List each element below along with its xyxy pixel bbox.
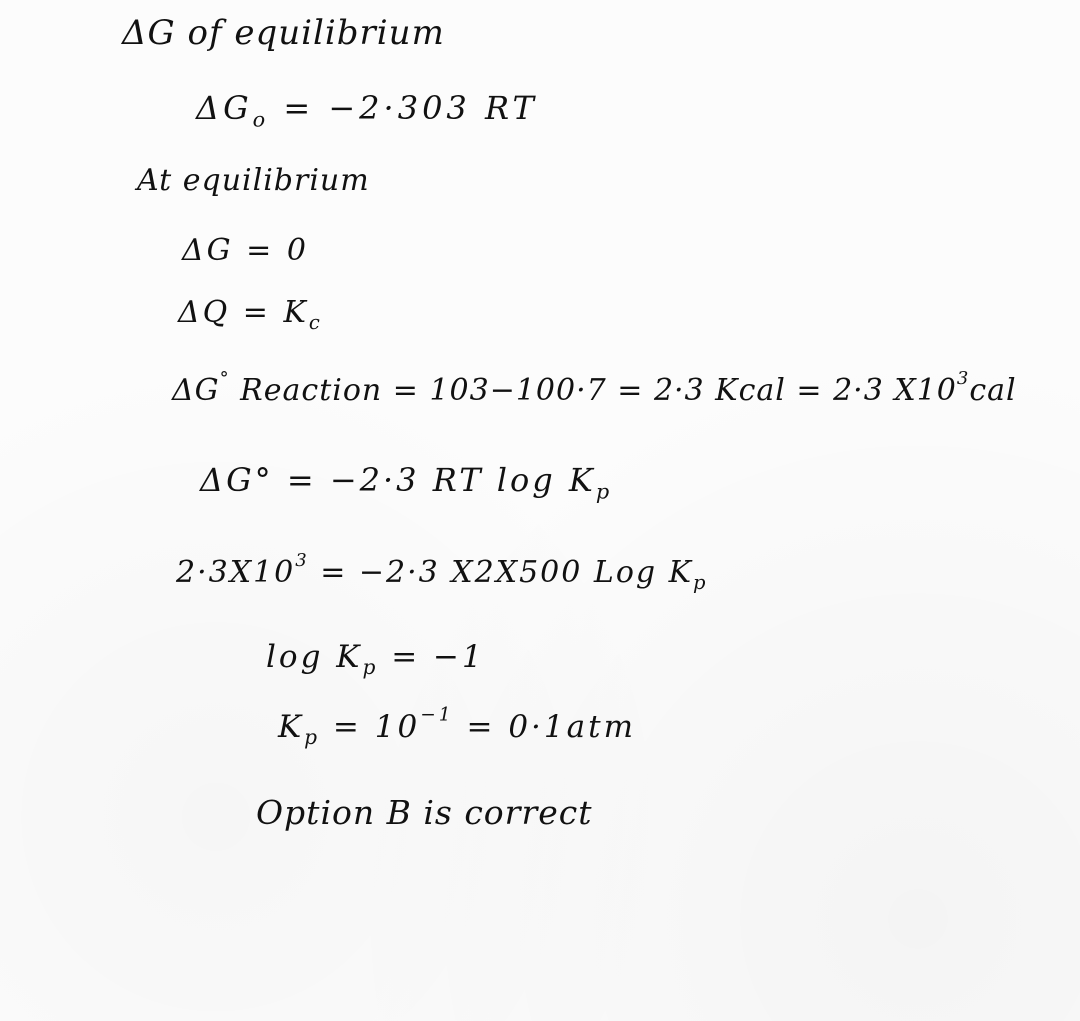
eq8-middle: = 10 bbox=[320, 709, 421, 745]
eq3-subscript: c bbox=[308, 310, 323, 334]
at-equilibrium-text: At equilibrium bbox=[137, 163, 370, 198]
eq5-subscript: p bbox=[595, 479, 613, 504]
equation-substitution bbox=[176, 549, 708, 594]
eq6-left: 2·3X10 bbox=[176, 555, 296, 590]
eq4-exponent: 3 bbox=[956, 367, 970, 389]
eq4-unit: cal bbox=[969, 373, 1017, 408]
eq8-lhs: K bbox=[278, 709, 305, 745]
eq2-text: ΔG = 0 bbox=[182, 233, 309, 268]
eq8-subscript: p bbox=[304, 725, 321, 750]
equation-delta-g-equals-zero bbox=[182, 233, 309, 268]
eq6-subscript: p bbox=[693, 570, 708, 594]
eq7-lhs: log K bbox=[266, 639, 363, 675]
conclusion-text: Option B is correct bbox=[256, 793, 593, 832]
eq3-lhs: ΔQ = K bbox=[178, 295, 309, 330]
eq6-right: = −2·3 X2X500 Log K bbox=[308, 555, 694, 590]
eq8-exponent: −1 bbox=[420, 704, 454, 726]
equation-log-kp bbox=[266, 639, 485, 680]
eq1-rhs: = −2·303 RT bbox=[269, 89, 538, 127]
equation-delta-g-reaction bbox=[172, 367, 1017, 408]
heading-text: ΔG of equilibrium bbox=[122, 13, 445, 53]
eq6-exponent: 3 bbox=[295, 549, 309, 571]
equation-delta-g-log-kp bbox=[200, 461, 613, 504]
at-equilibrium-label bbox=[137, 163, 370, 198]
equation-q-equals-kc bbox=[178, 295, 323, 334]
heading-delta-g-equilibrium bbox=[122, 13, 445, 53]
eq7-rhs: = −1 bbox=[378, 639, 485, 675]
equation-delta-g-zero bbox=[196, 89, 538, 132]
eq8-rhs: = 0·1atm bbox=[453, 709, 636, 745]
conclusion bbox=[256, 793, 593, 832]
eq7-subscript: p bbox=[362, 655, 379, 680]
equation-kp-value bbox=[278, 704, 636, 750]
eq1-subscript: o bbox=[252, 107, 270, 132]
eq4-degree: ° bbox=[219, 367, 230, 389]
eq1-lhs: ΔG bbox=[196, 89, 253, 127]
eq4-lhs: ΔG bbox=[172, 373, 220, 408]
eq5-lhs: ΔG° = −2·3 RT log K bbox=[200, 461, 596, 499]
eq4-middle: Reaction = 103−100·7 = 2·3 Kcal = 2·3 X10 bbox=[229, 373, 957, 408]
